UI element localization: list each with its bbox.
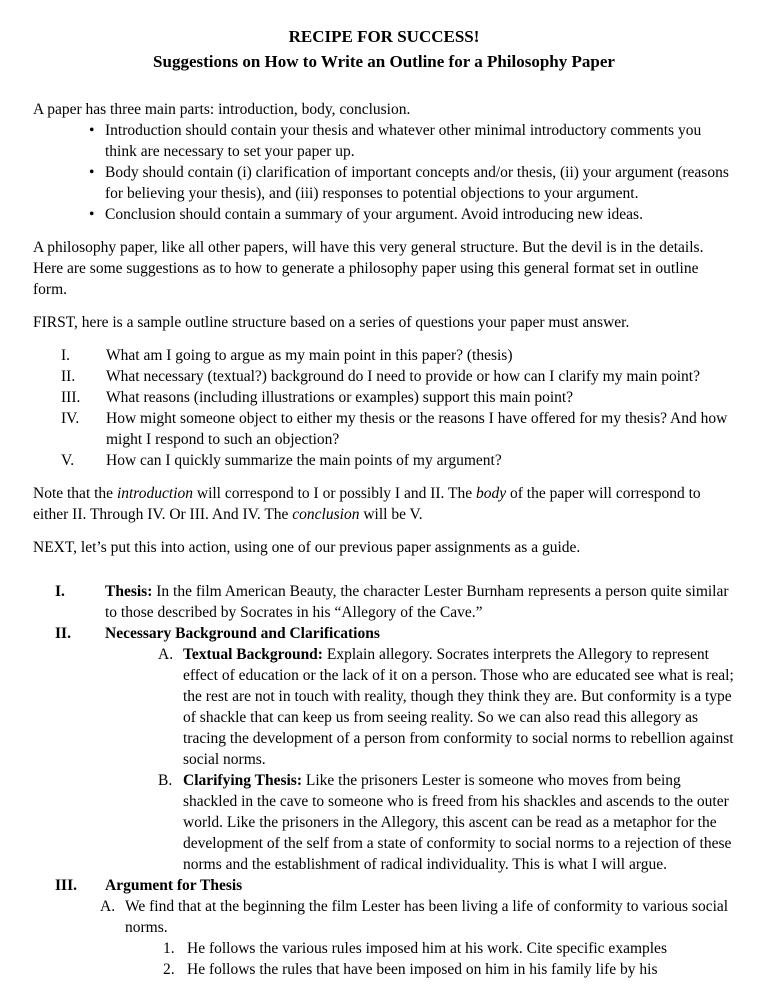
question-item — [61, 387, 735, 408]
outline-text: Textual Background: Explain allegory. Socrates interprets the Allegory to represent effect of education or the lack of it on a person. Those who are educated see what is real; the rest are not in touch with reality, though they think they are. But conformity is a type of shackle that can keep us from seeing reality. So we can also read this allegory as tracing the development of a person from conformity to social norms to rebellion against social norms. — [183, 646, 734, 768]
outline-heading: Argument for Thesis — [105, 877, 243, 894]
outline-item-textual-background — [33, 644, 735, 770]
question-item — [61, 345, 735, 366]
outline-heading: Necessary Background and Clarifications — [105, 625, 380, 642]
question-text: What necessary (textual?) background do I need to provide or how can I clarify my main point? — [106, 368, 700, 385]
question-text: How might someone object to either my thesis or the reasons I have offered for my thesis? And how might I respond to such an objection? — [106, 410, 728, 448]
outline-numeral: II. — [55, 625, 71, 642]
outline-numeral: I. — [55, 583, 65, 600]
first-sample-outline-paragraph: FIRST, here is a sample outline structure based on a series of questions your paper must answer. — [33, 314, 630, 331]
outline-item-thesis — [33, 581, 735, 623]
bullet-introduction: • Introduction should contain your thesis and whatever other minimal introductory comments you think are necessary to set your paper up. — [89, 120, 735, 162]
question-text: What reasons (including illustrations or examples) support this main point? — [106, 389, 574, 406]
bullet-body: • Body should contain (i) clarification of important concepts and/or thesis, (ii) your argument (reasons for believing your thesis), and (iii) responses to potential objections to your argument. — [89, 162, 735, 204]
outline-item-clarifying-thesis — [33, 770, 735, 875]
question-numeral: I. — [61, 347, 71, 364]
paper-parts-bullet-list — [33, 120, 735, 225]
outline-text: He follows the various rules imposed him at his work. Cite specific examples — [187, 940, 667, 957]
outline-text: Thesis: In the film American Beauty, the character Lester Burnham represents a person quite similar to those described by Socrates in his “Allegory of the Cave.” — [105, 583, 729, 621]
outline-item-work-rules — [33, 938, 735, 959]
outline-text: We find that at the beginning the film Lester has been living a life of conformity to various social norms. — [125, 898, 729, 936]
question-item — [61, 450, 735, 471]
bullet-conclusion: • Conclusion should contain a summary of your argument. Avoid introducing new ideas. — [89, 204, 735, 225]
question-text: What am I going to argue as my main point in this paper? (thesis) — [106, 347, 513, 364]
question-text: How can I quickly summarize the main points of my argument? — [106, 452, 502, 469]
question-numeral: II. — [61, 368, 76, 385]
question-item — [61, 366, 735, 387]
question-numeral: IV. — [61, 410, 80, 427]
intro-lead-paragraph: A paper has three main parts: introduction, body, conclusion. — [33, 101, 411, 118]
outline-letter: A. — [158, 646, 174, 663]
general-structure-paragraph: A philosophy paper, like all other papers, will have this very general structure. But the devil is in the details. Here are some suggestions as to how to generate a philosophy paper using this general format set in outline form. — [33, 239, 704, 298]
note-paragraph: Note that the introduction will correspond to I or possibly I and II. The body of the paper will correspond to either II. Through IV. Or III. And IV. The conclusion will be V. — [33, 485, 701, 523]
outline-item-family-rules — [33, 959, 735, 980]
outline-item-background-heading — [33, 623, 735, 644]
outline-letter: A. — [100, 898, 116, 915]
sample-outline — [33, 581, 735, 980]
title-line-1: RECIPE FOR SUCCESS! — [288, 27, 480, 46]
outline-text: Clarifying Thesis: Like the prisoners Lester is someone who moves from being shackled in the cave to someone who is freed from his shackles and ascends to the outer world. Like the prisoners in the Allegory, this ascent can be read as a metaphor for the development of the self from a state of conformity to social norms to a rejection of these norms and the establishment of radical individuality. This is what I will argue. — [183, 772, 732, 873]
next-action-paragraph: NEXT, let’s put this into action, using one of our previous paper assignments as a guide. — [33, 539, 581, 556]
question-numeral: V. — [61, 452, 75, 469]
title-line-2: Suggestions on How to Write an Outline for a Philosophy Paper — [153, 52, 615, 71]
outline-letter: B. — [158, 772, 173, 789]
outline-number: 2. — [163, 961, 175, 978]
outline-number: 1. — [163, 940, 175, 957]
question-item — [61, 408, 735, 450]
question-numeral: III. — [61, 389, 81, 406]
outline-item-conformity — [33, 896, 735, 938]
question-outline-list — [33, 345, 735, 471]
outline-numeral: III. — [55, 877, 77, 894]
outline-text: He follows the rules that have been imposed on him in his family life by his — [187, 961, 658, 978]
outline-item-argument-heading — [33, 875, 735, 896]
document-title — [33, 24, 735, 74]
